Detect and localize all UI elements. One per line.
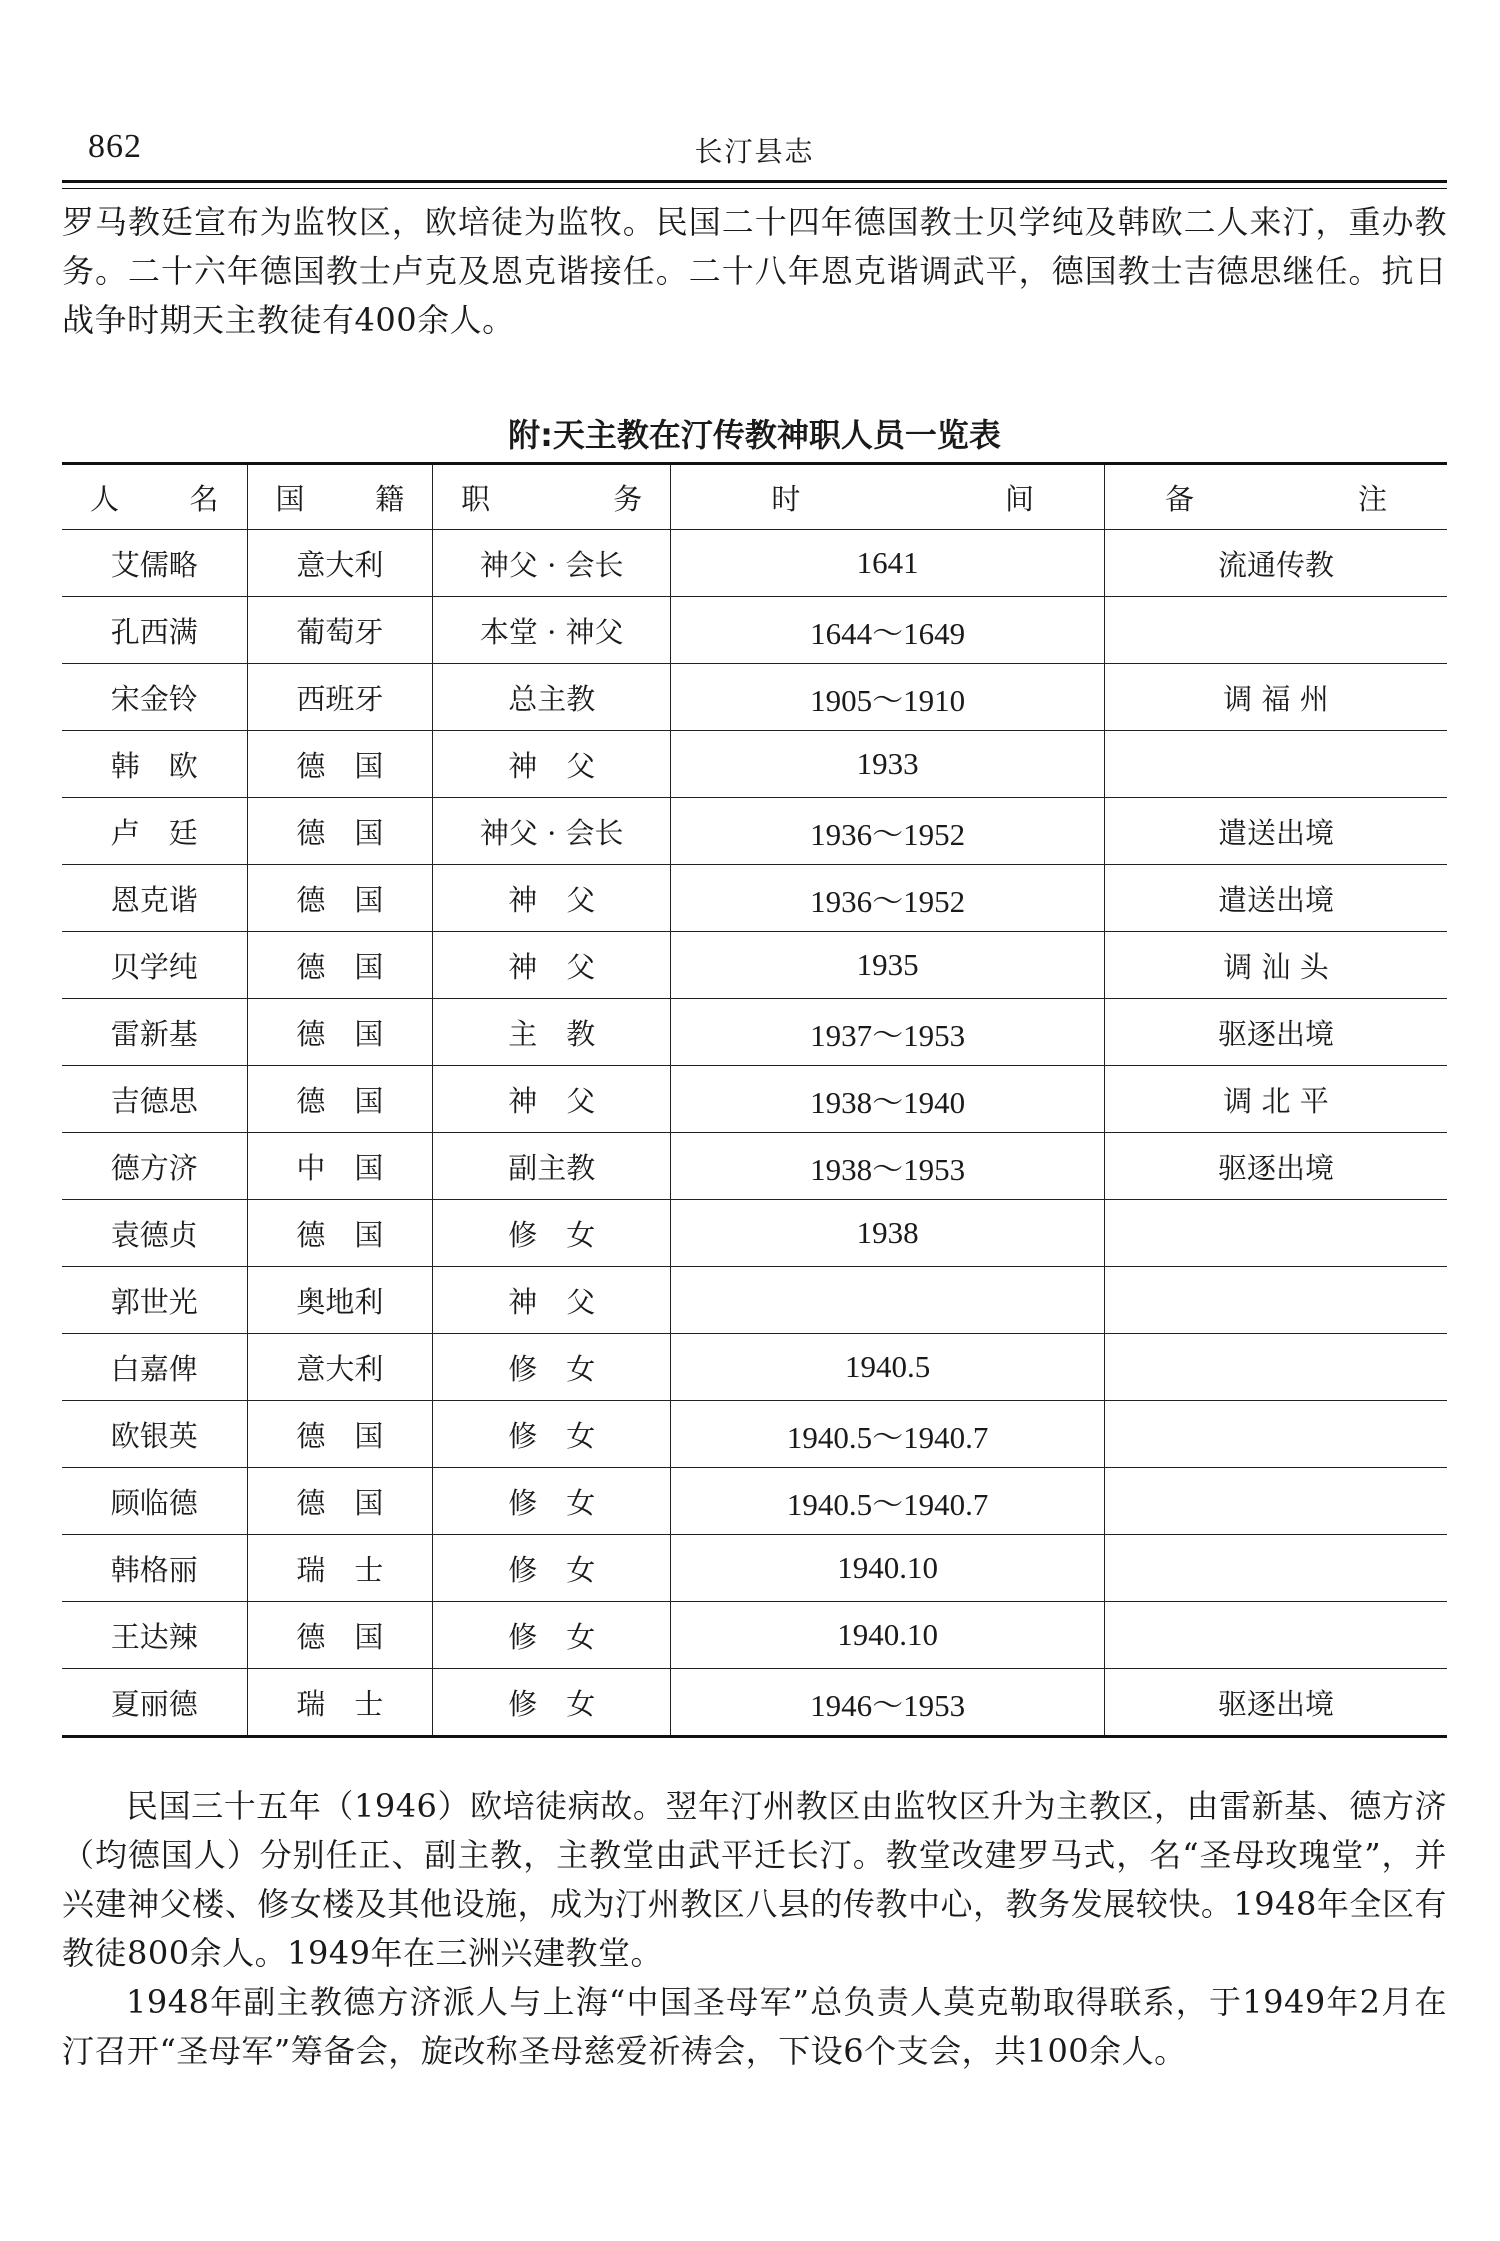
cell-post: 神父 · 会长 (433, 798, 671, 865)
cell-time: 1940.5～1940.7 (671, 1401, 1105, 1468)
table-row (62, 530, 1447, 597)
intro-paragraph: 罗马教廷宣布为监牧区，欧培徒为监牧。民国二十四年德国教士贝学纯及韩欧二人来汀，重办教务。二十六年德国教士卢克及恩克谐接任。二十八年恩克谐调武平，德国教士吉德思继任。抗日战争时期天主教徒有400余人。 (62, 203, 1447, 339)
cell-note: 遣送出境 (1105, 798, 1447, 865)
cell-nationality: 意大利 (247, 1334, 433, 1401)
cell-post: 神 父 (433, 932, 671, 999)
cell-name: 王达辣 (62, 1602, 247, 1669)
cell-note: 调 福 州 (1105, 664, 1447, 731)
cell-post: 修 女 (433, 1669, 671, 1737)
cell-time: 1946～1953 (671, 1669, 1105, 1737)
table-row (62, 1133, 1447, 1200)
cell-post: 神父 · 会长 (433, 530, 671, 597)
cell-nationality: 葡萄牙 (247, 597, 433, 664)
running-title: 长汀县志 (694, 135, 815, 168)
cell-note (1105, 1334, 1447, 1401)
cell-post: 总主教 (433, 664, 671, 731)
cell-note (1105, 1267, 1447, 1334)
table-row (62, 597, 1447, 664)
page-header (62, 128, 1447, 178)
header-rule-thick (62, 180, 1447, 183)
cell-nationality: 德 国 (247, 1401, 433, 1468)
cell-time: 1935 (671, 932, 1105, 999)
cell-post: 修 女 (433, 1401, 671, 1468)
cell-post: 神 父 (433, 731, 671, 798)
cell-note: 驱逐出境 (1105, 999, 1447, 1066)
cell-nationality: 瑞 士 (247, 1535, 433, 1602)
cell-post: 神 父 (433, 1267, 671, 1334)
cell-time: 1940.5～1940.7 (671, 1468, 1105, 1535)
cell-note: 遣送出境 (1105, 865, 1447, 932)
cell-nationality: 德 国 (247, 1468, 433, 1535)
table-row (62, 1602, 1447, 1669)
cell-nationality: 奥地利 (247, 1267, 433, 1334)
table-row (62, 731, 1447, 798)
cell-note (1105, 1535, 1447, 1602)
header-rule-thin (62, 188, 1447, 189)
cell-name: 德方济 (62, 1133, 247, 1200)
paragraph-1: 民国三十五年（1946）欧培徒病故。翌年汀州教区由监牧区升为主教区，由雷新基、德方济（均德国人）分别任正、副主教，主教堂由武平迁长汀。教堂改建罗马式，名“圣母玫瑰堂”，并兴建神父楼、修女楼及其他设施，成为汀州教区八县的传教中心，教务发展较快。1948年全区有教徒800余人。1949年在三洲兴建教堂。 (62, 1787, 1447, 1972)
cell-name: 卢 廷 (62, 798, 247, 865)
cell-time: 1938 (671, 1200, 1105, 1267)
cell-note (1105, 1200, 1447, 1267)
cell-time (671, 1267, 1105, 1334)
cell-note (1105, 1468, 1447, 1535)
cell-name: 韩格丽 (62, 1535, 247, 1602)
table-row (62, 798, 1447, 865)
cell-note (1105, 731, 1447, 798)
table-row (62, 865, 1447, 932)
cell-time: 1940.10 (671, 1602, 1105, 1669)
cell-post: 修 女 (433, 1200, 671, 1267)
cell-post: 神 父 (433, 865, 671, 932)
table-body (62, 530, 1447, 1737)
cell-nationality: 中 国 (247, 1133, 433, 1200)
table-row (62, 1401, 1447, 1468)
cell-nationality: 德 国 (247, 999, 433, 1066)
cell-name: 宋金铃 (62, 664, 247, 731)
cell-time: 1933 (671, 731, 1105, 798)
table-row (62, 1066, 1447, 1133)
table-title: 附:天主教在汀传教神职人员一览表 (508, 416, 1001, 454)
header-note: 备 注 (1105, 464, 1447, 530)
table-header-row (62, 464, 1447, 530)
cell-name: 韩 欧 (62, 731, 247, 798)
cell-name: 欧银英 (62, 1401, 247, 1468)
table-row (62, 1200, 1447, 1267)
table-row (62, 1669, 1447, 1737)
cell-name: 夏丽德 (62, 1669, 247, 1737)
cell-note: 调 北 平 (1105, 1066, 1447, 1133)
cell-time: 1937～1953 (671, 999, 1105, 1066)
cell-name: 孔西满 (62, 597, 247, 664)
cell-time: 1936～1952 (671, 865, 1105, 932)
cell-nationality: 意大利 (247, 530, 433, 597)
cell-time: 1644～1649 (671, 597, 1105, 664)
page-number: 862 (88, 128, 142, 165)
clergy-table (62, 462, 1447, 1738)
document-page (62, 0, 1447, 2241)
header-post: 职 务 (433, 464, 671, 530)
cell-time: 1936～1952 (671, 798, 1105, 865)
cell-name: 贝学纯 (62, 932, 247, 999)
cell-post: 修 女 (433, 1468, 671, 1535)
cell-nationality: 德 国 (247, 865, 433, 932)
table-row (62, 932, 1447, 999)
cell-post: 修 女 (433, 1602, 671, 1669)
cell-nationality: 德 国 (247, 731, 433, 798)
table-row (62, 1468, 1447, 1535)
cell-name: 吉德思 (62, 1066, 247, 1133)
cell-nationality: 德 国 (247, 1066, 433, 1133)
cell-name: 恩克谐 (62, 865, 247, 932)
cell-nationality: 瑞 士 (247, 1669, 433, 1737)
cell-name: 郭世光 (62, 1267, 247, 1334)
cell-name: 艾儒略 (62, 530, 247, 597)
paragraph-2: 1948年副主教德方济派人与上海“中国圣母军”总负责人莫克勒取得联系，于1949年2月在汀召开“圣母军”筹备会，旋改称圣母慈爱祈祷会，下设6个支会，共100余人。 (62, 1983, 1447, 2070)
cell-name: 雷新基 (62, 999, 247, 1066)
cell-name: 袁德贞 (62, 1200, 247, 1267)
cell-nationality: 西班牙 (247, 664, 433, 731)
cell-name: 白嘉俾 (62, 1334, 247, 1401)
cell-post: 修 女 (433, 1535, 671, 1602)
table-row (62, 1267, 1447, 1334)
cell-time: 1940.10 (671, 1535, 1105, 1602)
cell-time: 1938～1940 (671, 1066, 1105, 1133)
cell-note (1105, 597, 1447, 664)
cell-note: 流通传教 (1105, 530, 1447, 597)
cell-nationality: 德 国 (247, 1602, 433, 1669)
header-time: 时 间 (671, 464, 1105, 530)
cell-post: 神 父 (433, 1066, 671, 1133)
cell-nationality: 德 国 (247, 1200, 433, 1267)
cell-time: 1940.5 (671, 1334, 1105, 1401)
table-row (62, 1334, 1447, 1401)
table-row (62, 999, 1447, 1066)
cell-time: 1938～1953 (671, 1133, 1105, 1200)
cell-nationality: 德 国 (247, 798, 433, 865)
cell-post: 主 教 (433, 999, 671, 1066)
cell-post: 副主教 (433, 1133, 671, 1200)
cell-name: 顾临德 (62, 1468, 247, 1535)
cell-time: 1641 (671, 530, 1105, 597)
table-row (62, 664, 1447, 731)
cell-note (1105, 1401, 1447, 1468)
cell-note: 调 汕 头 (1105, 932, 1447, 999)
table-row (62, 1535, 1447, 1602)
cell-note: 驱逐出境 (1105, 1669, 1447, 1737)
header-nationality: 国 籍 (247, 464, 433, 530)
cell-post: 修 女 (433, 1334, 671, 1401)
cell-note: 驱逐出境 (1105, 1133, 1447, 1200)
cell-nationality: 德 国 (247, 932, 433, 999)
cell-note (1105, 1602, 1447, 1669)
cell-post: 本堂 · 神父 (433, 597, 671, 664)
header-name: 人 名 (62, 464, 247, 530)
cell-time: 1905～1910 (671, 664, 1105, 731)
